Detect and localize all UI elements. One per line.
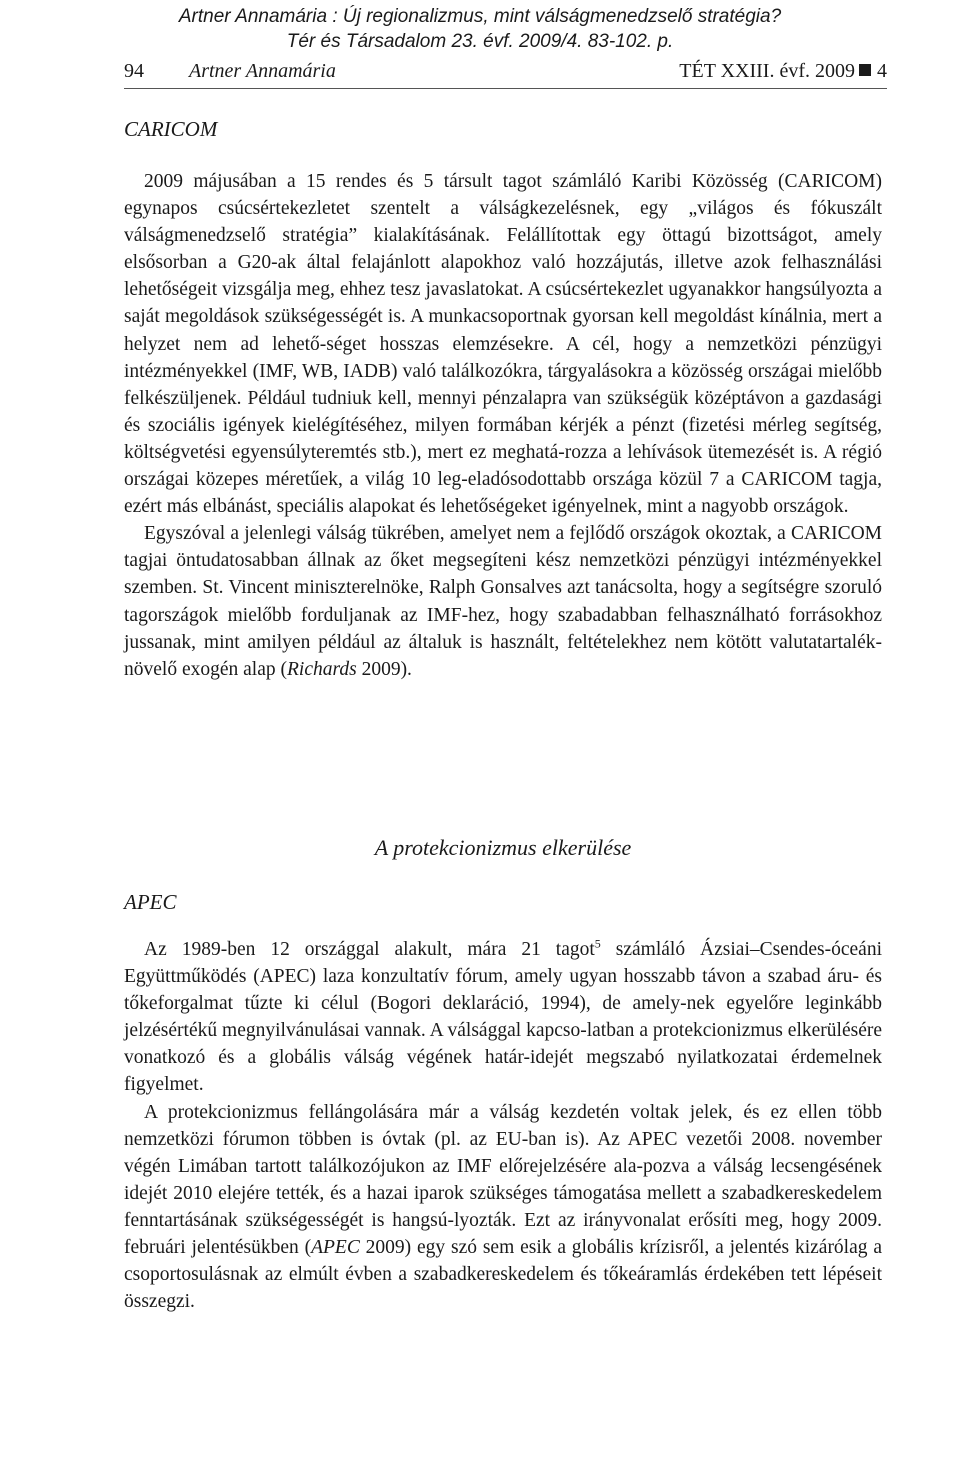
square-separator-icon [859, 64, 871, 76]
citation-line-1: Artner Annamária : Új regionalizmus, mint válságmenedzselő stratégia? [178, 6, 782, 27]
footnote-marker: 5 [594, 936, 601, 951]
page-number: 94 [124, 60, 144, 82]
paragraph-text: Egyszóval a jelenlegi válság tükrében, amelyet nem a fejlődő országok okoztak, a CARICOM tagjai öntudatosabban állnak az őket megsegíteni kész nemzetközi pénzügyi intézményekkel szemben. St. Vincent miniszterelnöke, Ralph Gonsalves azt tanácsolta, hogy a segítségre szoruló tagországok mielőbb forduljanak az IMF-hez, hogy szabadabban felhasználható forrásokhoz jussanak, mint amilyen például az általuk is használt, feltételekhez nem kötött valutatartalék-növelő exogén alap ( [124, 523, 882, 680]
running-header [124, 58, 887, 89]
paragraph-text: számláló Ázsiai–Csendes-óceáni Együttműködés (APEC) laza konzultatív fórum, amely ugyan hosszabb távon a szabad áru- és tőkeforgalmat tűzte ki célul (Bogori deklaráció, 1994), de amely-nek egyelőre leginkább jelzésértékű megnyilvánulásai vannak. A válsággal kapcso-latban a protekcionizmus elkerülésére vonatkozó és a globális válság végének határ-idejét megszabó nyilatkozatai érdemelnek figyelmet. [124, 939, 882, 1096]
paragraph-text: 2009) egy szó sem esik a globális krízisről, a jelentés kizárólag a csoportosulásnak az elmúlt évben a szabadkereskedelem és tőkeáramlás érdekében tett lépéseit összegzi. [124, 1237, 882, 1313]
section-label-caricom: CARICOM [124, 117, 218, 141]
header-author: Artner Annamária [189, 60, 336, 82]
apec-body [124, 936, 882, 1315]
citation-line-2: Tér és Társadalom 23. évf. 2009/4. 83-102. p. [286, 31, 674, 52]
paragraph [124, 936, 882, 1099]
header-journal [679, 60, 887, 83]
citation-author: Richards [286, 658, 357, 680]
citation-author: APEC [311, 1237, 360, 1259]
paragraph-text: 2009). [356, 658, 412, 680]
paragraph-text: Az 1989-ben 12 országgal alakult, mára 21 tagot [144, 939, 595, 960]
section-heading: A protekcionizmus elkerülése [374, 835, 632, 860]
paragraph [124, 520, 882, 683]
journal-volume: TÉT XXIII. évf. 2009 [679, 60, 855, 82]
section-label-apec: APEC [124, 890, 177, 914]
journal-issue: 4 [877, 60, 887, 82]
paragraph-text: A protekcionizmus fellángolására már a válság kezdetén voltak jelek, és ez ellen több nemzetközi fórumon többen is óvtak (pl. az EU-ban is). Az APEC vezetői 2008. november végén Limában tartott találkozójukon az IMF előrejelzésére ala-pozva a válság lecsengésének idejét 2010 elejére tették, és a hazai iparok szükséges támogatása mellett a szabadkereskedelem fenntartásának szükségességét is hangsú-lyozták. Ezt az irányvonalat erősíti meg, hogy 2009. februári jelentésükben ( [124, 1101, 882, 1259]
paragraph: 2009 májusában a 15 rendes és 5 társult tagot számláló Karibi Közösség (CARICOM) egynapos csúcsértekezletet szentelt a válságkezelésnek, egy „világos és fókuszált válságmenedzselő stratégia” kialakításának. Felállítottak egy öttagú bizottságot, amely elsősorban a G20-ak által felajánlott alapokhoz való hozzájutás, illetve azok felhasználási lehetőségeit vizsgálja meg, ehhez tesz javaslatokat. A csúcsértekezlet ugyanakkor hangsúlyozta a saját megoldások szükségességét is. A munkacsoportnak gyorsan kell megoldást kínálnia, mert a helyzet nem ad lehető-séget hosszas elemzésekre. A cél, hogy a nemzetközi pénzügyi intézményekkel (IMF, WB, IADB) való találkozókra, tárgyalásokra a közösség országai mielőbb felkészüljenek. Például tudniuk kell, mennyi pénzalapra van szükségük középtávon a gazdasági és szociális igények kielégítéséhez, milyen formában kérjék a pénzt (fizetési mérleg segítség, költségvetési egyensúlyteremtés stb.), mert ez meghatá-rozza a lehívások ütemezését is. A régió országai közepes méretűek, a világ 10 leg-eladósodottabb országa közül 7 a CARICOM tagja, ezért más elbánást, speciális alapokat és lehetőségeket igényelnek, mint a nagyobb országok. [124, 171, 882, 518]
caricom-body [124, 168, 882, 683]
paragraph [124, 1099, 882, 1316]
